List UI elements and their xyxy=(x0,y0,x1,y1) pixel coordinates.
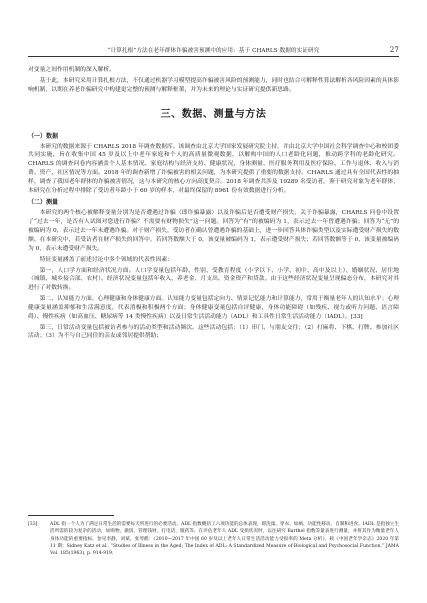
paragraph: 本研究的数据来源于 CHARLS 2018 年调查数据库。该调查由北京大学国家发展研究院主持，并由北京大学中国社会科学调查中心和校团委共同实施，旨在收集中国 45 岁及以上中老年家庭和个人的高质量微观数据，以解构中国的人口老龄化问题，推动跨学科的老龄化研究。CHARLS 的调查问卷内容涵盖个人基本情况、家庭结构与经济支持、健康状况、身体测量、医疗服务利用及医疗保险、工作与退休、收入与消费、资产、社区情况等方面。2018 年的调查新增了诈骗被害的相关问题，为本研究提供了重要的数据支持。CHARLS 通过具有全国代表性的抽样，调查了我国老年群体的诈骗被害情况，这与本研究的核心方向高度契合。2018 年调查共涉及 19289 名受访者。鉴于研究对象为老年群体，本研究在分析过程中排除了受访者年龄小于 60 岁的样本，对最终保留的 8961 份有效数据进行分析。 xyxy=(28,143,399,194)
body-text xyxy=(28,66,399,343)
subsection-heading-data: （一）数据 xyxy=(28,132,59,140)
paragraph: 第二，认知能力方面、心理健康和身体健康方面。认知能力变量包括定向力、情景记忆能力和计算能力，常用于衡量老年人的认知水平；心理健康变量涵盖抑郁和生活满意度，代表消极和积极两个方面；身体健康变量包括自评健康、身体功能障碍（如残疾、视力或听力问题、语言障碍）、慢性疾病（如高血压、糖尿病等 14 类慢性疾病）以及日常生活活动能力（ADL）和工具性日常生活活动能力（IADL）。[33] xyxy=(28,296,400,320)
paragraph: 特征变量涵盖了前述讨论中多个领域的代表性因素： xyxy=(39,256,173,263)
section-title: 三、数据、测量与方法 xyxy=(160,108,267,120)
subsection-heading-measurement: （二）测量 xyxy=(28,199,59,207)
paragraph: 对变量之间作用机制的深入解析。 xyxy=(28,67,115,73)
running-header xyxy=(28,42,399,54)
header-title: “计算扎根”方法在老年群体诈骗被害预测中的应用：基于 CHARLS 数据的实证研究 xyxy=(107,48,320,54)
paragraph: 基于此，本研究采用计算扎根方法，不仅通过机器学习模型提高诈骗被害风险的预测能力，同时也结合可解释性算法解析各风险因素的具体影响机制，以期在养老诈骗研究中构建更完整的预测与解释框架，并为未来的理论与实证研究提供新思路。 xyxy=(28,77,400,93)
footnote xyxy=(28,521,399,557)
paragraph: 第三，日常活动变量包括被访者参与的活动类型和活动频次。这些活动包括：（1）串门、与朋友交往；（2）打麻将、下棋、打牌、参加社区活动；（3）为不与自己同住的亲友或邻居提供帮助； xyxy=(28,324,399,340)
paragraph: 第一，人口学方面和经济状况方面。人口学变量包括年龄、性别、受教育程度（小学以下、小学、初中、高中及以上）、婚姻状况、居住地（城镇、城乡接合部、农村）。经济状况变量包括年收入、养老金、月支出、资金资产和贷款。由于这些经济状况变量呈现偏态分布，本研究对其进行了对数转换。 xyxy=(28,267,399,292)
page-number: 27 xyxy=(389,46,399,54)
footnote-text: ADL 指一个人为了满足日常生活的需要每天所进行的必要活动。ADL 指数概括了六项功能的总体表现，即洗澡、穿衣、如厕、功能性移动、自制和进食。IADL 是指独立生活所需的较为复杂的活动，如购物、做饭、管理钱财、打电话、服药等。在评估老年人 ADL 受损状况时，以往研究 Barthel 指数等量表进行测量，并将其作为衡量老年人身体功能的重要指标。参见李静、刘斌、张琴鹤：《2010—2017 年中国 60 岁及以上老年人日常生活活动能力受损率的 Meta 分析》，载《中国老年学杂志》2020 年第 11 期；Sidney Katz et al., “Studies of Illness in the Aged; The Index of ADL: A Standardized Measure of Biological and Psychosocial Function,” JAMA Vol. 185(1963), p. 914-919. xyxy=(50,522,399,557)
footnote-mark: [33] xyxy=(28,522,38,527)
header-rule xyxy=(28,56,399,57)
footnote-rule xyxy=(28,515,114,516)
paragraph: 本研究的两个核心被解释变量分别为是否遭遇过诈骗（即诈骗暴露）以及诈骗后是否遭受财产损失。关于诈骗暴露，CHARLS 问卷中设置了“过去一年，是否有人试图对您进行诈骗？不需要有财物损失”这一问题。回答为“有”的被编码为 1，表示过去一年曾遭遇诈骗；回答为“无”的被编码为 0，表示过去一年未遭遇诈骗。对于财产损失，受访者在确认曾遭遇诈骗的基础上，进一步回答具体诈骗类型以及实际遭受财产损失的数额。在本研究中，若受访者在财产损失的回答中，若回答数额大于 0，该变量被编码为 1，表示遭受财产损失；若回答数额等于 0，该变量被编码为 0，表示未遭受财产损失。 xyxy=(28,210,399,252)
